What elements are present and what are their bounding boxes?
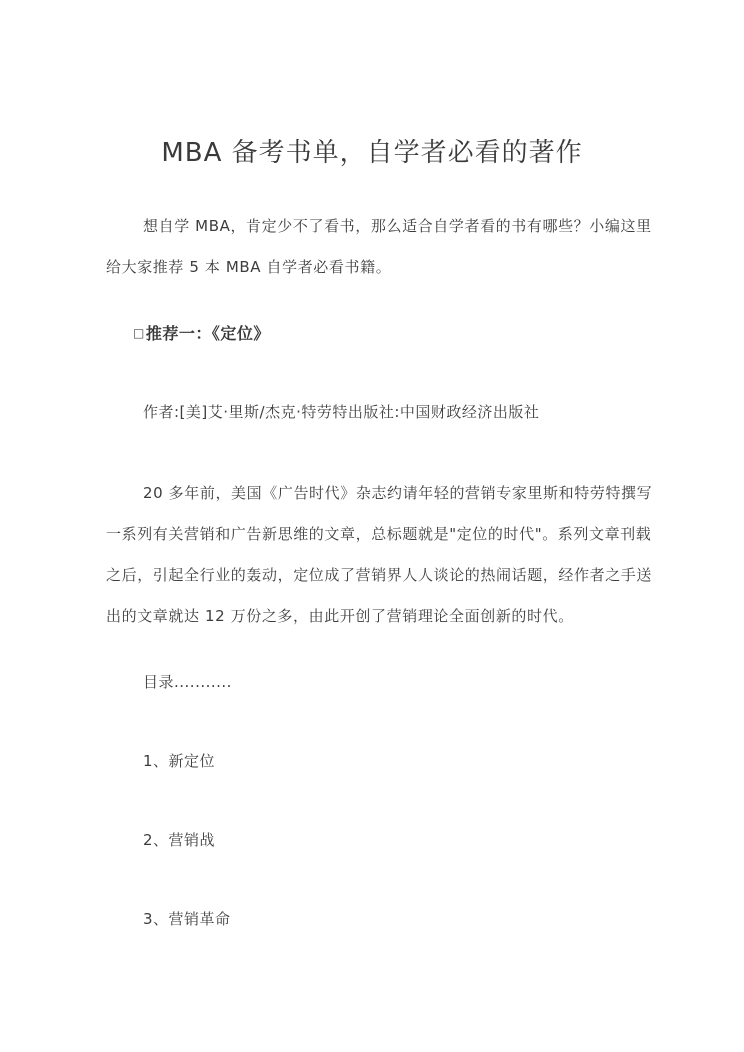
author-publisher-line: 作者:[美]艾·里斯/杰克·特劳特出版社:中国财政经济出版社 — [143, 403, 540, 421]
section1-body-paragraph-line: 出的文章就达 12 万份之多，由此开创了营销理论全面创新的时代。 — [106, 607, 574, 625]
toc-list-line: 1、新定位 — [143, 752, 216, 770]
toc-label: 目录........... — [143, 673, 232, 691]
section1-body-paragraph-line: 20 多年前，美国《广告时代》杂志约请年轻的营销专家里斯和特劳特撰写 — [143, 484, 653, 502]
section1-body-paragraph — [106, 473, 653, 637]
toc-list-line: 3、营销革命 — [143, 910, 231, 928]
toc-list — [106, 750, 638, 930]
toc-list-line: 2、营销战 — [143, 831, 216, 849]
square-bullet-icon: □ — [133, 326, 145, 340]
page-title: MBA 备考书单，自学者必看的著作 — [161, 138, 583, 168]
intro-paragraph-line: 给大家推荐 5 本 MBA 自学者必看书籍。 — [106, 258, 392, 276]
section1-heading-text: 推荐一：《定位》 — [145, 324, 270, 343]
section1-body-paragraph-line: 之后，引起全行业的轰动，定位成了营销界人人谈论的热闹话题，经作者之手送 — [106, 566, 653, 584]
intro-paragraph-line: 想自学 MBA，肯定少不了看书，那么适合自学者看的书有哪些？小编这里 — [143, 217, 652, 235]
section1-heading — [106, 322, 638, 345]
section1-body-paragraph-line: 一系列有关营销和广告新思维的文章，总标题就是"定位的时代"。系列文章刊载 — [106, 525, 652, 543]
intro-paragraph — [106, 206, 652, 288]
